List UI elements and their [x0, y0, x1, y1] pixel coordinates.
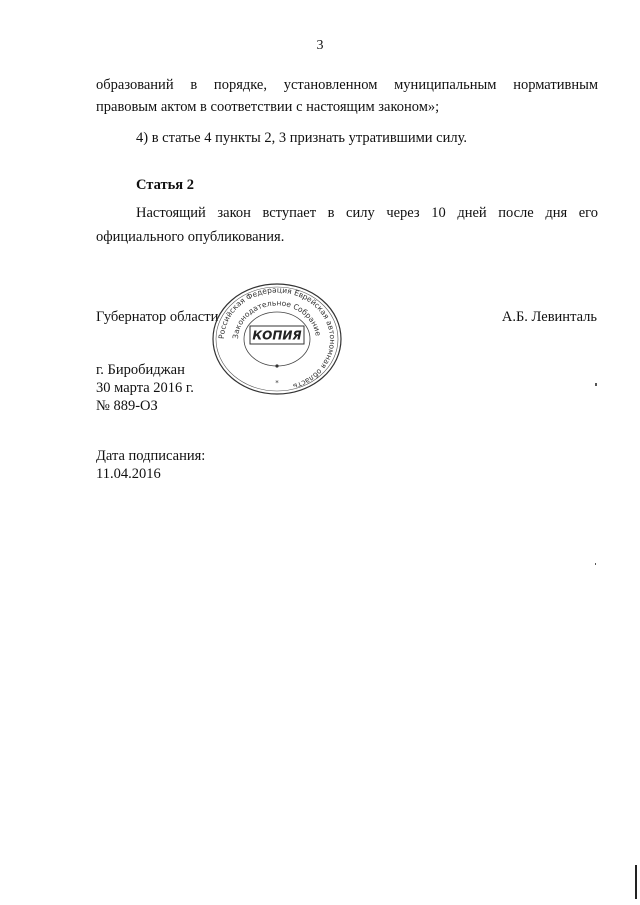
- signing-date-label: Дата подписания:: [96, 448, 206, 464]
- signer-title: Губернатор области: [96, 309, 219, 325]
- scan-edge-mark: [635, 865, 637, 899]
- signing-date-value: 11.04.2016: [96, 466, 161, 482]
- official-stamp: [208, 280, 346, 398]
- stamp-outer-text: Российская Федерация Еврейская автономная область: [216, 285, 338, 392]
- law-number: № 889-ОЗ: [96, 398, 158, 414]
- law-date: 30 марта 2016 г.: [96, 380, 194, 396]
- scan-speck: [595, 383, 597, 386]
- list-item-4: 4) в статье 4 пункты 2, 3 признать утратившими силу.: [136, 130, 468, 146]
- article-heading: Статья 2: [136, 177, 194, 193]
- svg-text:*: *: [275, 379, 279, 387]
- body-paragraph-line: правовым актом в соответствии с настоящим законом»;: [96, 99, 440, 115]
- scan-speck: [595, 563, 596, 565]
- stamp-copy-label: КОПИЯ: [252, 328, 302, 343]
- signer-name: А.Б. Левинталь: [501, 309, 597, 325]
- page-number: 3: [316, 38, 324, 53]
- city: г. Биробиджан: [96, 362, 185, 378]
- stamp-inner-text: Законодательное Собрание: [230, 298, 323, 340]
- article-text-line: официального опубликования.: [96, 229, 285, 245]
- article-text-line: Настоящий закон вступает в силу через 10 дней после дня его: [136, 205, 598, 221]
- body-paragraph-line: образований в порядке, установленном муниципальным нормативным: [96, 77, 598, 93]
